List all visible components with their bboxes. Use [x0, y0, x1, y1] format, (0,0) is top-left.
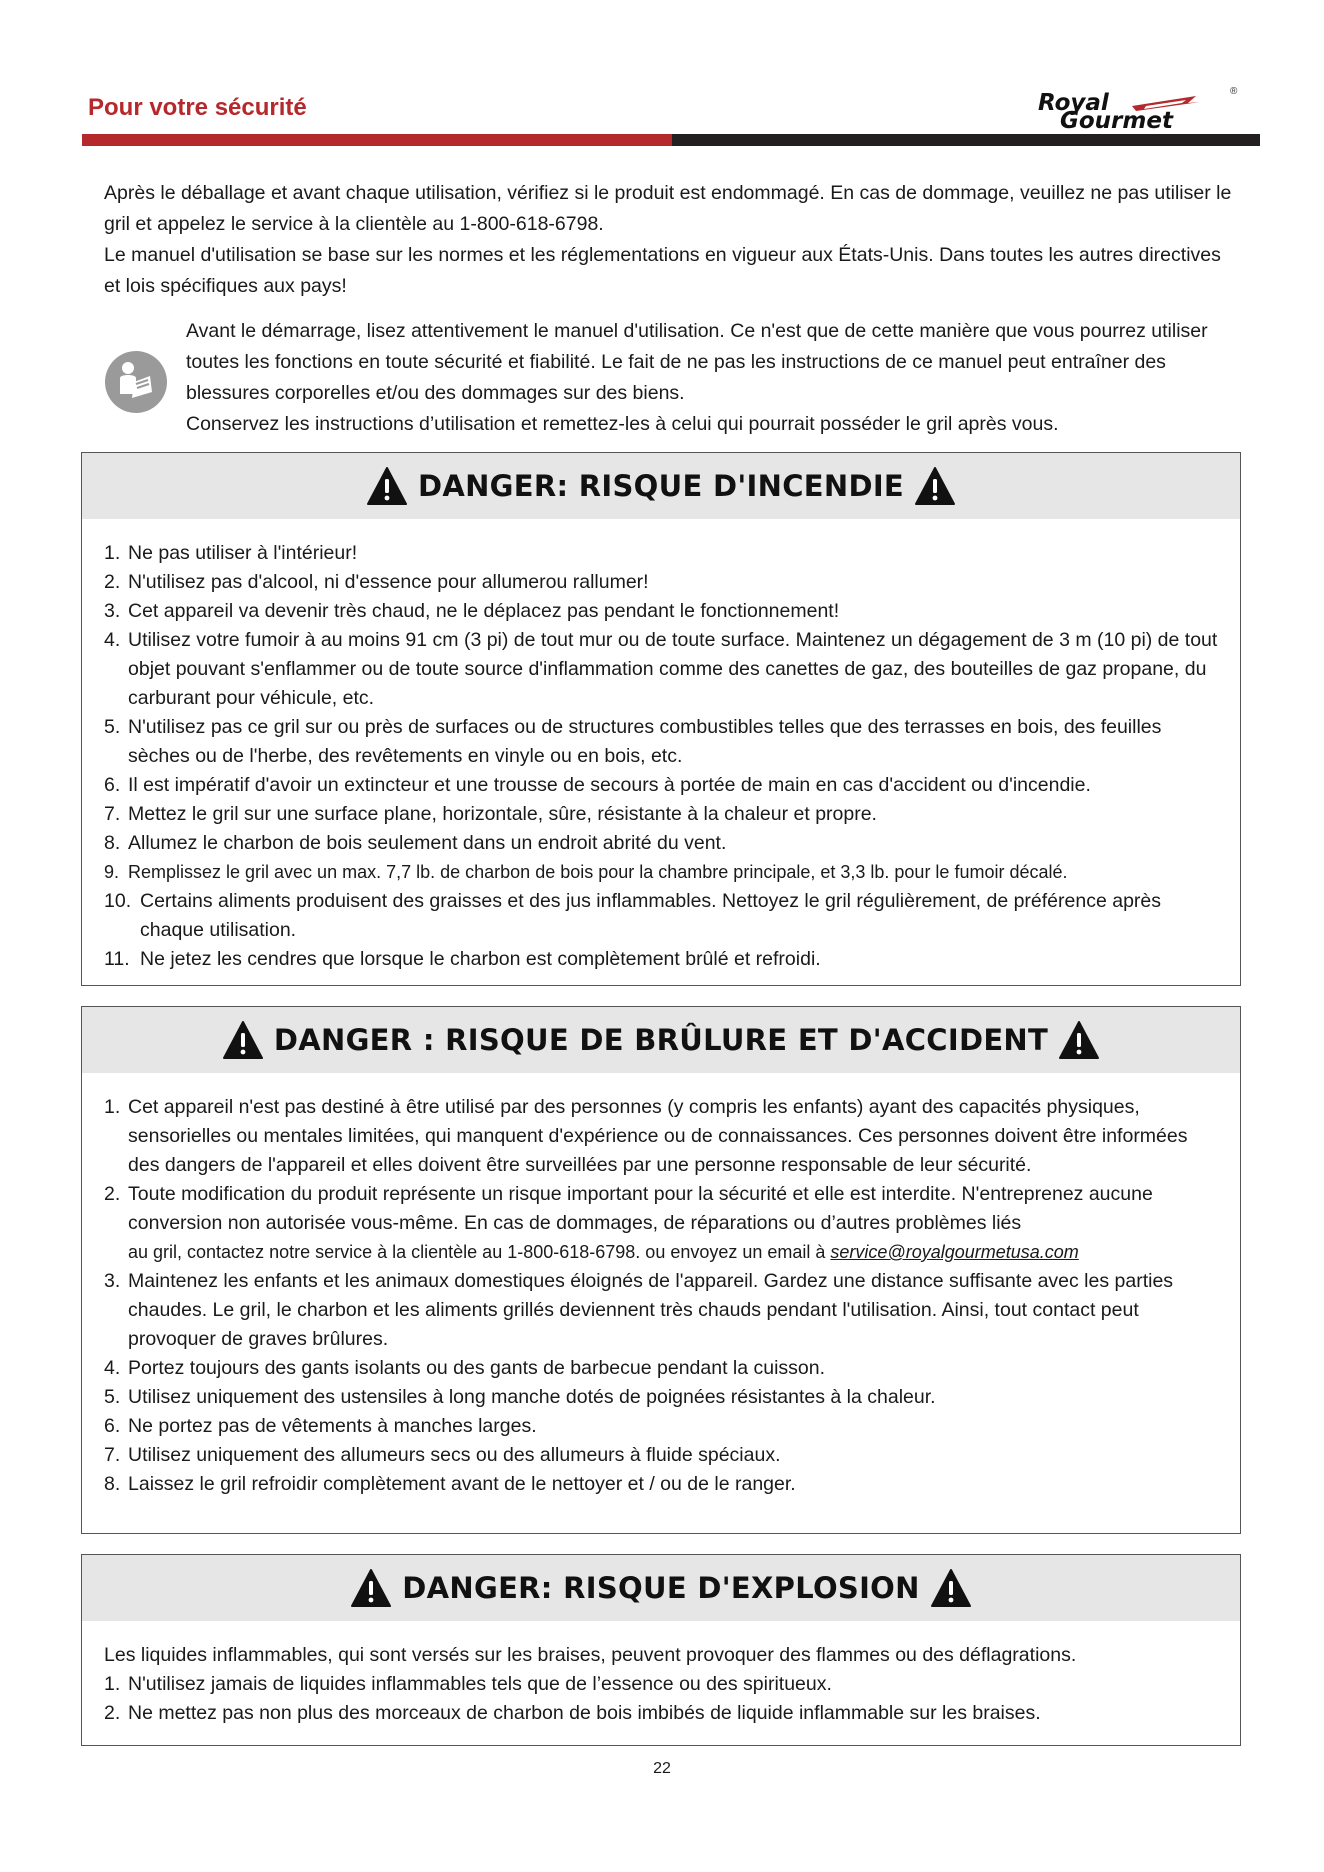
header-rule-dark	[672, 134, 1260, 146]
list-item	[104, 1093, 1220, 1180]
list-item	[104, 1412, 1220, 1441]
item-number: 9.	[104, 862, 120, 882]
list-item	[104, 626, 1220, 713]
item-number: 1.	[104, 1673, 121, 1695]
item-number: 6.	[104, 1415, 121, 1437]
list-item	[104, 829, 1220, 858]
list-item	[104, 800, 1220, 829]
fire-danger-title: DANGER: RISQUE D'INCENDIE	[417, 469, 905, 503]
list-item	[104, 858, 1220, 887]
item-text: N'utilisez jamais de liquides inflammables tels que de l’essence ou des spiritueux.	[128, 1673, 832, 1695]
intro-paragraph-1: Après le déballage et avant chaque utilisation, vérifiez si le produit est endommagé. En cas de dommage, veuillez ne pas utiliser le gril et appelez le service à la clientèle au 1-800-618-6798.	[104, 182, 1232, 235]
intro-paragraph-2: Le manuel d'utilisation se base sur les normes et les réglementations en vigueur aux États-Unis. Dans toutes les autres directives et lois spécifiques aux pays!	[104, 244, 1221, 297]
fire-danger-header	[82, 453, 1240, 519]
item-text: Cet appareil va devenir très chaud, ne le déplacez pas pendant le fonctionnement!	[128, 600, 840, 622]
list-item	[104, 945, 1220, 974]
item-text: Ne pas utiliser à l'intérieur!	[128, 542, 358, 564]
list-item	[104, 1699, 1220, 1728]
item-text: Remplissez le gril avec un max. 7,7 lb. de charbon de bois pour la chambre principale, et 3,3 lb. pour le fumoir décalé.	[128, 862, 1068, 882]
item-number: 8.	[104, 832, 121, 854]
item-number: 2.	[104, 1183, 121, 1205]
item-number: 3.	[104, 1270, 121, 1292]
explosion-danger-header	[82, 1555, 1240, 1621]
warning-triangle-icon	[350, 1568, 392, 1608]
explosion-danger-box	[81, 1554, 1241, 1746]
intro-text	[104, 178, 1240, 302]
logo-text-royal: Royal	[1038, 90, 1109, 116]
item-number: 8.	[104, 1473, 121, 1495]
royal-gourmet-logo	[1030, 86, 1244, 136]
burn-danger-title: DANGER : RISQUE DE BRÛLURE ET D'ACCIDENT	[273, 1023, 1049, 1057]
explosion-intro: Les liquides inflammables, qui sont versés sur les braises, peuvent provoquer des flammes ou des déflagrations.	[104, 1644, 1077, 1666]
list-item	[104, 1670, 1220, 1699]
fire-danger-box	[81, 452, 1241, 986]
item-number: 2.	[104, 1702, 121, 1724]
item-number: 11.	[104, 948, 130, 970]
item-number: 4.	[104, 1357, 121, 1379]
manual-note-paragraph-2: Conservez les instructions d’utilisation et remettez-les à celui qui pourrait posséder le gril après vous.	[186, 413, 1059, 435]
item-text: Utilisez votre fumoir à au moins 91 cm (3 pi) de tout mur ou de toute surface. Maintenez un dégagement de 3 m (10 pi) de tout objet pouvant s'enflammer ou de toute source d'inflammation comme des canettes de gaz, des bouteilles de gaz propane, du carburant pour véhicule, etc.	[128, 629, 1218, 709]
item-text: Maintenez les enfants et les animaux domestiques éloignés de l'appareil. Gardez une distance suffisante avec les parties chaudes. Le gril, le charbon et les aliments grillés deviennent très chauds pendant l'utilisation. Ainsi, tout contact peut provoquer de graves brûlures.	[128, 1270, 1174, 1350]
item-text: Utilisez uniquement des ustensiles à long manche dotés de poignées résistantes à la chaleur.	[128, 1386, 936, 1408]
item-number: 1.	[104, 1096, 121, 1118]
support-email-link[interactable]: service@royalgourmetusa.com	[830, 1242, 1079, 1262]
item-text: Mettez le gril sur une surface plane, horizontale, sûre, résistante à la chaleur et propre.	[128, 803, 877, 825]
item-number: 5.	[104, 1386, 121, 1408]
warning-triangle-icon	[914, 466, 956, 506]
registered-mark: ®	[1230, 86, 1238, 97]
item-text: Certains aliments produisent des graisses et des jus inflammables. Nettoyez le gril régulièrement, de préférence après chaque utilisation.	[140, 890, 1161, 941]
item-text-main: Toute modification du produit représente un risque important pour la sécurité et elle est interdite. N'entreprenez aucune conversion non autorisée vous-même. En cas de dommages, de réparations ou d’autres problèmes liés	[128, 1183, 1153, 1234]
list-item	[104, 1470, 1220, 1499]
page-section-title: Pour votre sécurité	[88, 94, 307, 121]
list-item	[104, 1180, 1220, 1267]
item-text-contact: au gril, contactez notre service à la clientèle au 1-800-618-6798. ou envoyez un email à	[128, 1242, 831, 1262]
item-number: 1.	[104, 542, 121, 564]
burn-danger-box	[81, 1006, 1241, 1534]
manual-note	[186, 316, 1246, 440]
item-number: 2.	[104, 571, 121, 593]
warning-triangle-icon	[366, 466, 408, 506]
explosion-danger-title: DANGER: RISQUE D'EXPLOSION	[402, 1571, 920, 1605]
item-number: 4.	[104, 629, 121, 651]
explosion-danger-list	[82, 1621, 1240, 1738]
item-number: 5.	[104, 716, 121, 738]
list-item	[104, 771, 1220, 800]
item-text: Ne jetez les cendres que lorsque le charbon est complètement brûlé et refroidi.	[140, 948, 821, 970]
item-text: N'utilisez pas ce gril sur ou près de surfaces ou de structures combustibles telles que des terrasses en bois, des feuilles sèches ou de l'herbe, des revêtements en vinyle ou en bois, etc.	[128, 716, 1162, 767]
warning-triangle-icon	[1058, 1020, 1100, 1060]
list-item	[104, 1354, 1220, 1383]
page-number: 22	[653, 1760, 671, 1777]
list-item	[104, 539, 1220, 568]
burn-danger-header	[82, 1007, 1240, 1073]
item-text: Utilisez uniquement des allumeurs secs ou des allumeurs à fluide spéciaux.	[128, 1444, 781, 1466]
burn-danger-list	[82, 1073, 1240, 1509]
item-number: 7.	[104, 1444, 121, 1466]
list-item	[104, 713, 1220, 771]
list-item	[104, 597, 1220, 626]
item-text: Portez toujours des gants isolants ou des gants de barbecue pendant la cuisson.	[128, 1357, 826, 1379]
header-rule-red	[82, 134, 672, 146]
item-number: 6.	[104, 774, 121, 796]
item-text: Il est impératif d'avoir un extincteur et une trousse de secours à portée de main en cas d'accident ou d'incendie.	[128, 774, 1091, 796]
fire-danger-list	[82, 519, 1240, 984]
list-item	[104, 1383, 1220, 1412]
list-item	[104, 1441, 1220, 1470]
header-rule	[82, 134, 1260, 146]
item-text: Ne portez pas de vêtements à manches larges.	[128, 1415, 537, 1437]
item-number: 7.	[104, 803, 121, 825]
manual-note-paragraph-1: Avant le démarrage, lisez attentivement le manuel d'utilisation. Ce n'est que de cette manière que vous pourrez utiliser toutes les fonctions en toute sécurité et fiabilité. Le fait de ne pas les instructions de ce manuel peut entraîner des blessures corporelles et/ou des dommages sur des biens.	[186, 320, 1208, 404]
item-text: Ne mettez pas non plus des morceaux de charbon de bois imbibés de liquide inflammable sur les braises.	[128, 1702, 1041, 1724]
list-item	[104, 1267, 1220, 1354]
item-text: Allumez le charbon de bois seulement dans un endroit abrité du vent.	[128, 832, 727, 854]
item-text: Laissez le gril refroidir complètement avant de le nettoyer et / ou de le ranger.	[128, 1473, 796, 1495]
list-item	[104, 568, 1220, 597]
item-number: 10.	[104, 890, 132, 912]
logo-text-gourmet: Gourmet	[1060, 108, 1173, 134]
warning-triangle-icon	[222, 1020, 264, 1060]
warning-triangle-icon	[930, 1568, 972, 1608]
item-text: N'utilisez pas d'alcool, ni d'essence pour allumerou rallumer!	[128, 571, 649, 593]
read-manual-icon	[104, 350, 168, 414]
list-item	[104, 887, 1220, 945]
item-number: 3.	[104, 600, 121, 622]
item-text	[128, 1180, 1220, 1267]
item-text: Cet appareil n'est pas destiné à être utilisé par des personnes (y compris les enfants) ayant des capacités physiques, sensorielles ou mentales limitées, qui manquent d'expérience ou de connaissances. Ces personnes doivent être informées des dangers de l'appareil et elles doivent être surveillées par une personne responsable de leur sécurité.	[128, 1096, 1188, 1176]
